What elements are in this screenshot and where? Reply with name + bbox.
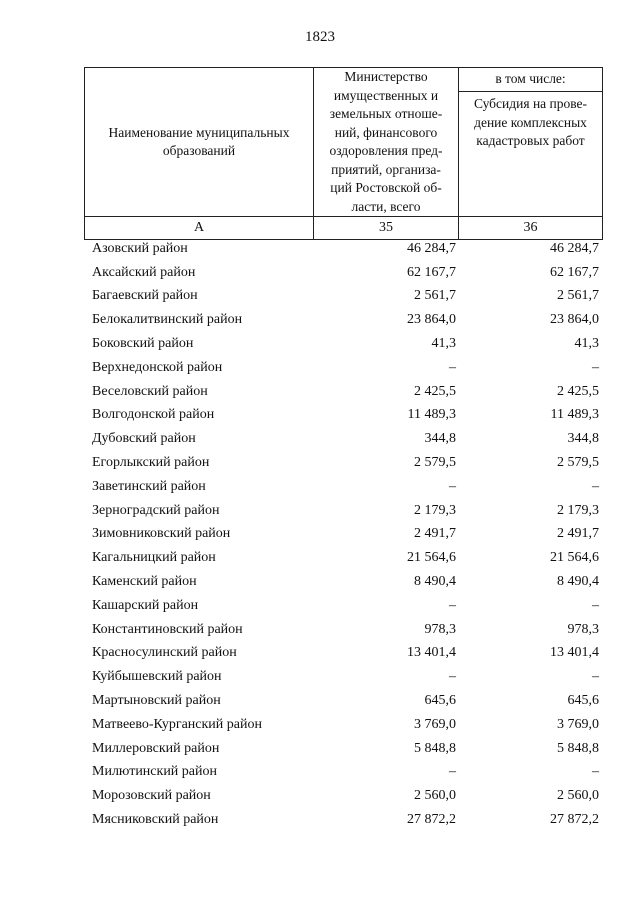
column-index-35: 35 [314, 217, 459, 240]
table-row [84, 356, 600, 380]
table-row [84, 713, 600, 737]
table-row [84, 404, 600, 428]
municipality-name: Мартыновский район [92, 693, 221, 709]
ministry-total-value: 27 872,2 [407, 812, 456, 828]
table-row [84, 261, 600, 285]
subsidy-value: 23 864,0 [550, 312, 599, 328]
municipality-name: Константиновский район [92, 621, 243, 637]
table-row [84, 237, 600, 261]
table-row [84, 380, 600, 404]
municipality-name: Азовский район [92, 240, 188, 256]
column-header-name-text: Наименование муниципальных образований [108, 124, 290, 158]
municipality-name: Заветинский район [92, 478, 206, 494]
subsidy-value: 27 872,2 [550, 812, 599, 828]
subsidy-value: – [592, 669, 599, 685]
ministry-total-value: 2 179,3 [414, 502, 456, 518]
table-row [84, 546, 600, 570]
ministry-total-value: – [449, 764, 456, 780]
table-row [84, 808, 600, 832]
municipality-name: Багаевский район [92, 288, 198, 304]
municipality-name: Матвеево-Курганский район [92, 716, 262, 732]
municipality-name: Белокалитвинский район [92, 312, 243, 328]
ministry-total-value: 978,3 [424, 621, 456, 637]
subsidy-value: 978,3 [567, 621, 599, 637]
subsidy-value: – [592, 764, 599, 780]
subsidy-value: 3 769,0 [557, 716, 599, 732]
table-row [84, 332, 600, 356]
subsidy-value: 8 490,4 [557, 574, 599, 590]
municipality-name: Аксайский район [92, 264, 196, 280]
column-header-subsidy [459, 92, 603, 217]
subsidy-value: 344,8 [567, 431, 599, 447]
municipality-name: Зимовниковский район [92, 526, 231, 542]
subsidy-value: 21 564,6 [550, 550, 599, 566]
subsidy-value: 41,3 [574, 336, 599, 352]
subsidy-value: 2 425,5 [557, 383, 599, 399]
ministry-total-value: 46 284,7 [407, 240, 456, 256]
column-header-including-text: в том числе: [495, 71, 566, 87]
ministry-total-value: – [449, 478, 456, 494]
ministry-total-value: 344,8 [424, 431, 456, 447]
municipality-name: Зерноградский район [92, 502, 220, 518]
subsidy-value: 5 848,8 [557, 740, 599, 756]
municipality-name: Верхнедонской район [92, 359, 223, 375]
ministry-total-value: 2 561,7 [414, 288, 456, 304]
subsidy-value: – [592, 478, 599, 494]
column-header-name [85, 68, 314, 217]
table-header [84, 67, 603, 240]
subsidy-value: 645,6 [567, 693, 599, 709]
municipality-name: Боковский район [92, 336, 194, 352]
subsidy-value: 11 489,3 [550, 407, 599, 423]
ministry-total-value: 11 489,3 [407, 407, 456, 423]
column-header-including [459, 68, 603, 92]
table-row [84, 499, 600, 523]
subsidy-value: 46 284,7 [550, 240, 599, 256]
subsidy-value: – [592, 359, 599, 375]
table-row [84, 523, 600, 547]
ministry-total-value: 13 401,4 [407, 645, 456, 661]
ministry-total-value: 645,6 [424, 693, 456, 709]
municipality-name: Миллеровский район [92, 740, 220, 756]
municipality-name: Красносулинский район [92, 645, 237, 661]
municipality-name: Дубовский район [92, 431, 196, 447]
table-row [84, 618, 600, 642]
municipality-name: Милютинский район [92, 764, 218, 780]
table-row [84, 761, 600, 785]
column-header-subsidy-text: Субсидия на прове- дение комплексных кадастровых работ [473, 96, 588, 148]
table-body [84, 237, 600, 832]
table-row [84, 689, 600, 713]
page-number: 1823 [305, 29, 335, 45]
table-row [84, 475, 600, 499]
municipality-name: Кашарский район [92, 597, 199, 613]
subsidy-value: 2 579,5 [557, 455, 599, 471]
ministry-total-value: – [449, 597, 456, 613]
table-row [84, 451, 600, 475]
subsidy-value: 2 561,7 [557, 288, 599, 304]
municipality-name: Каменский район [92, 574, 197, 590]
subsidy-value: 2 179,3 [557, 502, 599, 518]
ministry-total-value: 21 564,6 [407, 550, 456, 566]
table-row [84, 570, 600, 594]
table-row [84, 737, 600, 761]
table-row [84, 308, 600, 332]
table-row [84, 427, 600, 451]
ministry-total-value: 23 864,0 [407, 312, 456, 328]
ministry-total-value: 2 579,5 [414, 455, 456, 471]
municipality-name: Егорлыкский район [92, 455, 210, 471]
ministry-total-value: 2 491,7 [414, 526, 456, 542]
table-row [84, 285, 600, 309]
municipality-name: Морозовский район [92, 788, 211, 804]
municipality-name: Веселовский район [92, 383, 208, 399]
municipality-name: Куйбышевский район [92, 669, 222, 685]
ministry-total-value: 5 848,8 [414, 740, 456, 756]
subsidy-value: 2 491,7 [557, 526, 599, 542]
subsidy-value: 62 167,7 [550, 264, 599, 280]
table-row [84, 642, 600, 666]
ministry-total-value: – [449, 669, 456, 685]
ministry-total-value: – [449, 359, 456, 375]
column-index-36: 36 [459, 217, 603, 240]
column-index-a: А [85, 217, 314, 240]
table-row [84, 784, 600, 808]
table-row [84, 594, 600, 618]
ministry-total-value: 2 425,5 [414, 383, 456, 399]
column-header-ministry [314, 68, 459, 217]
ministry-total-value: 62 167,7 [407, 264, 456, 280]
ministry-total-value: 41,3 [431, 336, 456, 352]
subsidy-value: 2 560,0 [557, 788, 599, 804]
ministry-total-value: 8 490,4 [414, 574, 456, 590]
municipality-name: Кагальницкий район [92, 550, 216, 566]
ministry-total-value: 2 560,0 [414, 788, 456, 804]
column-header-ministry-text: Министерство имущественных и земельных отноше- ний, финансового оздоровления пред- приятий, организа- ций Ростовской об- ласти, всего [329, 69, 443, 214]
subsidy-value: 13 401,4 [550, 645, 599, 661]
municipality-name: Волгодонской район [92, 407, 215, 423]
ministry-total-value: 3 769,0 [414, 716, 456, 732]
table-row [84, 665, 600, 689]
municipality-name: Мясниковский район [92, 812, 219, 828]
subsidy-value: – [592, 597, 599, 613]
